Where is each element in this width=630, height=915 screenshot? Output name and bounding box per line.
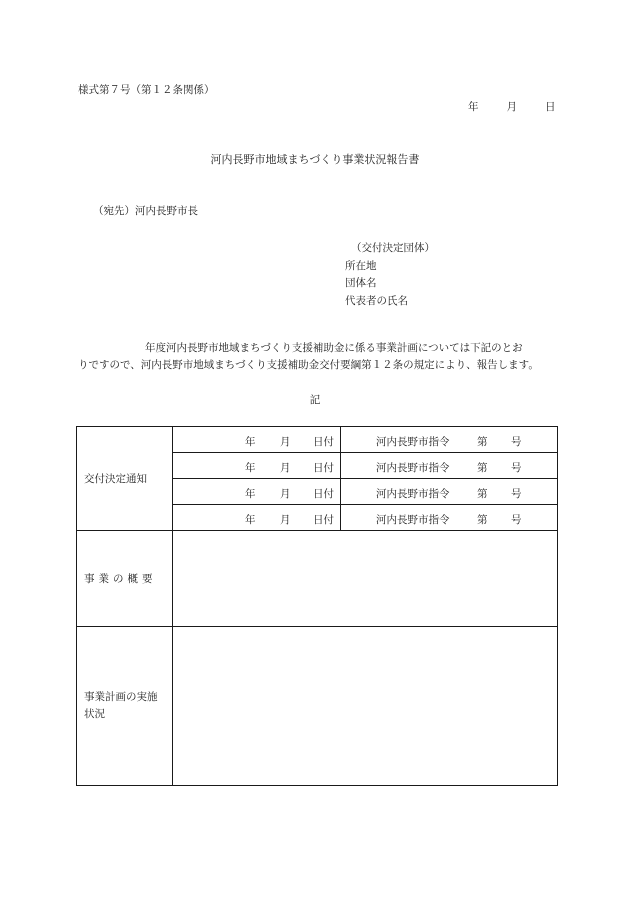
notice-day: 日付 <box>313 488 334 500</box>
notice-year: 年 <box>245 488 256 500</box>
representative-label: 代表者の氏名 <box>345 294 408 307</box>
body-text <box>78 340 558 374</box>
notice-go: 号 <box>511 436 522 448</box>
notice-dai: 第 <box>477 514 488 526</box>
notice-month: 月 <box>280 436 291 448</box>
notice-dai: 第 <box>477 488 488 500</box>
date-year: 年 <box>468 101 479 113</box>
document-title: 河内長野市地域まちづくり事業状況報告書 <box>210 153 420 166</box>
notice-day: 日付 <box>313 462 334 474</box>
notice-authority: 河内長野市指令 <box>376 436 450 448</box>
status-value <box>173 627 558 786</box>
date-line <box>468 102 556 113</box>
body-line-1: 年度河内長野市地域まちづくり支援補助金に係る事業計画については下記のとお <box>145 342 523 354</box>
notice-ref-cell <box>341 427 558 453</box>
notice-ref-cell <box>341 453 558 479</box>
body-line-2: りですので、河内長野市地域まちづくり支援補助金交付要綱第１２条の規定により、報告します。 <box>78 359 539 371</box>
notice-dai: 第 <box>477 436 488 448</box>
applicant-block <box>345 240 435 310</box>
notice-month: 月 <box>280 514 291 526</box>
notice-dai: 第 <box>477 462 488 474</box>
status-label <box>77 627 173 786</box>
overview-row <box>77 531 558 627</box>
overview-value <box>173 531 558 627</box>
status-label-line1: 事業計画の実施 <box>84 691 158 703</box>
notice-day: 日付 <box>313 436 334 448</box>
notice-year: 年 <box>245 436 256 448</box>
notice-date-cell <box>173 505 341 531</box>
status-label-line2: 状況 <box>84 708 105 720</box>
notice-month: 月 <box>280 462 291 474</box>
notice-authority: 河内長野市指令 <box>376 488 450 500</box>
date-day: 日 <box>545 101 556 113</box>
report-table <box>76 426 558 786</box>
notice-row <box>77 427 558 453</box>
notice-date-cell <box>173 479 341 505</box>
addressee: （宛先）河内長野市長 <box>93 205 198 217</box>
notice-go: 号 <box>511 462 522 474</box>
overview-label-text: 事業の概要 <box>84 573 157 585</box>
overview-label <box>77 531 173 627</box>
applicant-heading: （交付決定団体） <box>351 242 435 254</box>
notice-authority: 河内長野市指令 <box>376 462 450 474</box>
notice-ref-cell <box>341 479 558 505</box>
notice-year: 年 <box>245 462 256 474</box>
ki-heading: 記 <box>309 394 321 406</box>
status-row <box>77 627 558 786</box>
address-label: 所在地 <box>345 259 377 272</box>
notice-day: 日付 <box>313 514 334 526</box>
date-month: 月 <box>506 101 517 113</box>
notice-go: 号 <box>511 488 522 500</box>
notice-label: 交付決定通知 <box>77 427 173 531</box>
notice-year: 年 <box>245 514 256 526</box>
notice-date-cell <box>173 427 341 453</box>
notice-ref-cell <box>341 505 558 531</box>
form-number: 様式第７号（第１２条関係） <box>78 84 215 96</box>
notice-month: 月 <box>280 488 291 500</box>
notice-date-cell <box>173 453 341 479</box>
group-name-label: 団体名 <box>345 277 377 289</box>
notice-authority: 河内長野市指令 <box>376 514 450 526</box>
notice-go: 号 <box>511 514 522 526</box>
